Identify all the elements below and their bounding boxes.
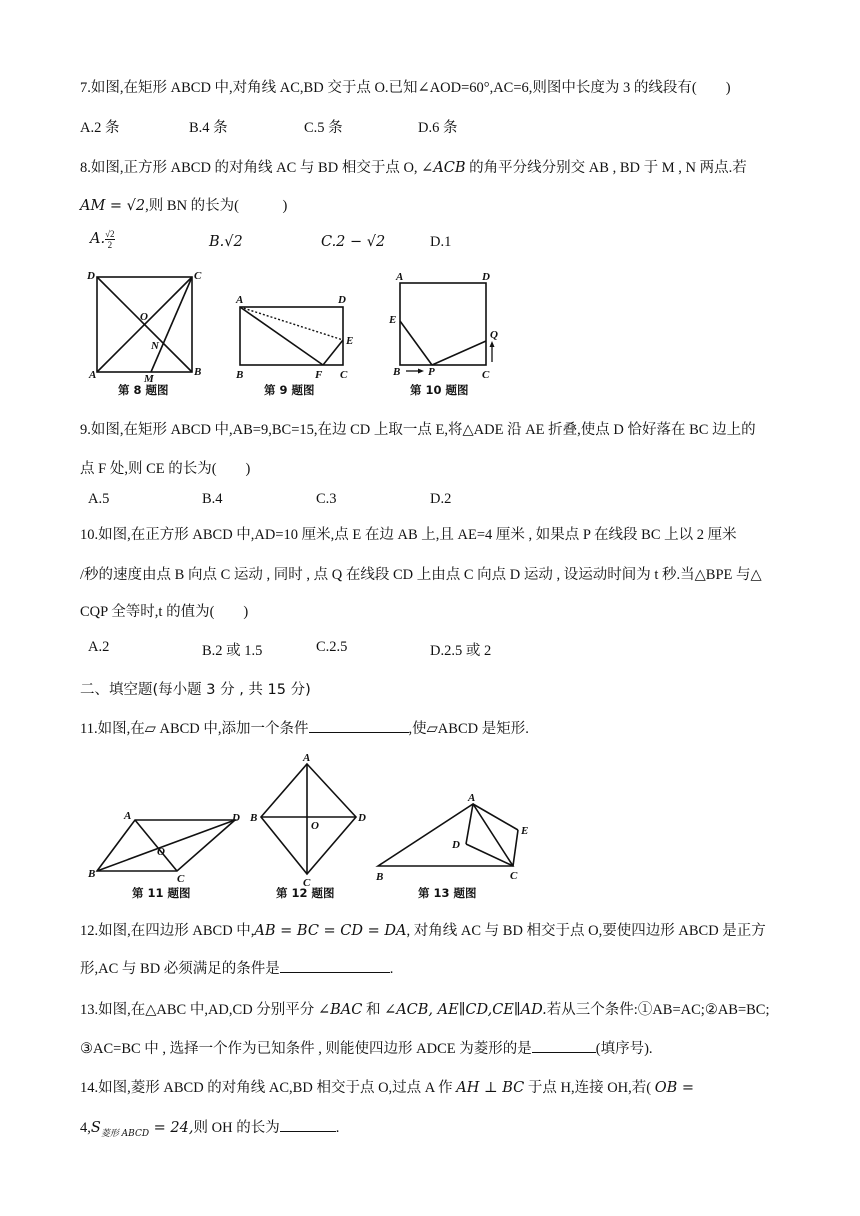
fig12-label-d: D (358, 812, 366, 824)
figure-10 (400, 283, 492, 371)
fig10-caption: 第 10 题图 (410, 383, 469, 397)
figure-12 (261, 764, 356, 874)
q14-text-4: 则 OH 的长为 (193, 1120, 280, 1136)
fig8-label-m: M (144, 373, 154, 385)
figures-row-2-svg (80, 748, 540, 908)
q12-line2 (80, 957, 393, 978)
fig10-label-q: Q (490, 329, 498, 341)
fig11-label-a: A (124, 810, 132, 822)
q11-stem (80, 717, 529, 738)
q10-option-b: B.2 或 1.5 (202, 643, 263, 659)
fig9-rectangle (240, 307, 343, 365)
fig10-label-a: A (396, 271, 404, 283)
q8-text-3: ,则 BN 的长为( ) (145, 198, 288, 214)
q9-option-a: A.5 (88, 491, 110, 507)
q10-line1: 10.如图,在正方形 ABCD 中,AD=10 厘米,点 E 在边 AB 上,且 AE=4 厘米 , 如果点 P 在线段 BC 上以 2 厘米 (80, 527, 737, 543)
q8-option-d: D.1 (430, 234, 452, 250)
q12-text-3: 形,AC 与 BD 必须满足的条件是 (80, 961, 280, 977)
q13-answer-blank[interactable] (532, 1038, 596, 1053)
figure-11 (97, 820, 235, 871)
q8-text-2: 的角平分线分别交 AB , BD 于 M , N 两点.若 (469, 160, 747, 176)
q14-area-subscript: 菱形 ABCD (100, 1128, 150, 1139)
q8-option-a-prefix: A. (90, 230, 106, 247)
q13-text-5: (填序号). (595, 1041, 653, 1057)
q12-text-4: . (389, 961, 394, 977)
fig9-label-f: F (315, 369, 323, 381)
fig10-label-e: E (389, 314, 397, 326)
q13-text-2: 和 (365, 1002, 381, 1018)
fig8-caption: 第 8 题图 (118, 383, 169, 397)
fig13-line-ad (466, 804, 473, 844)
fig8-label-n: N (151, 340, 159, 352)
fig8-label-d: D (87, 270, 95, 282)
fig9-line-af (240, 307, 323, 365)
q14-perpendicular: AH ⊥ BC (456, 1080, 525, 1096)
q8-frac-den: 2 (107, 240, 113, 250)
q13-text-1: 13.如图,在△ABC 中,AD,CD 分别平分 (80, 1002, 315, 1018)
q7-option-d: D.6 条 (418, 120, 458, 136)
q8-option-a-fraction (105, 229, 114, 250)
q12-text-2: , 对角线 AC 与 BD 相交于点 O,要使四边形 ABCD 是正方 (406, 923, 766, 939)
fig10-label-c: C (482, 369, 490, 381)
fig11-label-o: O (157, 846, 165, 858)
fig13-caption: 第 13 题图 (418, 886, 477, 900)
q11-answer-blank[interactable] (309, 718, 409, 733)
fig13-label-a: A (468, 792, 476, 804)
q7-option-b: B.4 条 (189, 120, 228, 136)
q14-answer-blank[interactable] (280, 1117, 336, 1132)
q8-text-1: 8.如图,正方形 ABCD 的对角线 AC 与 BD 相交于点 O, (80, 160, 418, 176)
fig13-label-d: D (452, 839, 460, 851)
fig11-label-b: B (88, 868, 96, 880)
q8-frac-num: √2 (105, 229, 115, 239)
q8-stem-line1 (80, 156, 747, 177)
q14-area-symbol: S (90, 1120, 101, 1136)
fig9-line-fe (323, 340, 343, 365)
fig12-caption: 第 12 题图 (276, 886, 335, 900)
q14-text-1: 14.如图,菱形 ABCD 的对角线 AC,BD 相交于点 O,过点 A 作 (80, 1080, 453, 1096)
q9-option-c: C.3 (316, 491, 337, 507)
q14-ob-math: OB = (654, 1080, 695, 1096)
q9-option-b: B.4 (202, 491, 223, 507)
fig11-label-c: C (177, 873, 185, 885)
fig12-rhombus (261, 764, 356, 874)
q13-line2 (80, 1037, 653, 1058)
q8-angle: ∠ACB (421, 160, 466, 176)
fig10-line-pq (432, 341, 486, 365)
q14-line2 (80, 1116, 339, 1139)
q14-area-value: = 24, (149, 1120, 194, 1136)
q13-conditions-math: ∠ACB, AE∥CD,CE∥AD. (384, 1002, 547, 1018)
q13-text-3: 若从三个条件:①AB=AC;②AB=BC; (546, 1002, 770, 1018)
fig8-label-o: O (140, 311, 148, 323)
fig9-label-e: E (346, 335, 354, 347)
fig10-arrowhead-q (490, 341, 495, 347)
fig8-label-a: A (89, 369, 97, 381)
fig13-label-b: B (376, 871, 384, 883)
fig9-line-ae-dashed (240, 307, 343, 340)
section-2-title: 二、填空题(每小题 3 分 , 共 15 分) (80, 682, 311, 698)
fig12-label-o: O (311, 820, 319, 832)
figure-9 (240, 307, 343, 365)
fig11-caption: 第 11 题图 (132, 886, 191, 900)
q8-am-value: AM = √2 (80, 198, 146, 214)
q10-option-a: A.2 (88, 639, 110, 655)
fig9-label-c: C (340, 369, 348, 381)
q9-line1: 9.如图,在矩形 ABCD 中,AB=9,BC=15,在边 CD 上取一点 E,将△ADE 沿 AE 折叠,使点 D 恰好落在 BC 边上的 (80, 422, 756, 438)
q8-stem-line2 (80, 194, 287, 215)
q10-line2: /秒的速度由点 B 向点 C 运动 , 同时 , 点 Q 在线段 CD 上由点 C 向点 D 运动 , 设运动时间为 t 秒.当△BPE 与△ (80, 567, 762, 583)
fig9-caption: 第 9 题图 (264, 383, 315, 397)
fig11-diagonal-bd (97, 820, 235, 871)
fig10-square (400, 283, 486, 365)
fig9-label-d: D (338, 294, 346, 306)
q8-option-b: B.√2 (209, 234, 243, 250)
figure-13 (378, 804, 518, 866)
q12-line1 (80, 919, 766, 940)
fig13-line-ae (473, 804, 518, 830)
q7-option-a: A.2 条 (80, 120, 120, 136)
fig8-label-b: B (194, 366, 202, 378)
fig8-label-c: C (194, 270, 202, 282)
q12-equal-sides: AB = BC = CD = DA (254, 923, 407, 939)
q10-option-d: D.2.5 或 2 (430, 643, 492, 659)
q11-text-2: ,使▱ABCD 是矩形. (408, 721, 529, 737)
fig10-label-p: P (428, 366, 435, 378)
q13-angle-bac: ∠BAC (317, 1002, 363, 1018)
fig12-label-a: A (303, 752, 311, 764)
q13-text-4: ③AC=BC 中 , 选择一个作为已知条件 , 则能使四边形 ADCE 为菱形的是 (80, 1041, 532, 1057)
q9-line2: 点 F 处,则 CE 的长为( ) (80, 461, 251, 477)
q11-text-1: 11.如图,在▱ ABCD 中,添加一个条件 (80, 721, 309, 737)
fig12-label-c: C (303, 877, 311, 889)
fig10-arrowhead-p (418, 369, 424, 374)
q10-line3: CQP 全等时,t 的值为( ) (80, 604, 249, 620)
fig8-bisector (151, 277, 192, 372)
figure-8 (97, 277, 192, 372)
q14-text-2: 于点 H,连接 OH,若( (527, 1080, 652, 1096)
q8-option-a (90, 229, 115, 250)
fig13-label-e: E (521, 825, 529, 837)
fig11-label-d: D (232, 812, 240, 824)
fig13-label-c: C (510, 870, 518, 882)
fig12-label-b: B (250, 812, 258, 824)
figures-row-1 (80, 265, 500, 405)
fig11-diagonal-ac (135, 820, 177, 871)
q14-text-5: . (335, 1120, 340, 1136)
q12-answer-blank[interactable] (280, 958, 390, 973)
fig13-line-ec (513, 830, 518, 866)
q7-option-c: C.5 条 (304, 120, 343, 136)
q13-line1 (80, 998, 770, 1019)
q14-text-3: 4, (80, 1120, 91, 1136)
figures-row-2 (80, 748, 540, 908)
q7-stem: 7.如图,在矩形 ABCD 中,对角线 AC,BD 交于点 O.已知∠AOD=60°,AC=6,则图中长度为 3 的线段有( ) (80, 80, 731, 96)
fig9-label-a: A (236, 294, 244, 306)
q9-option-d: D.2 (430, 491, 452, 507)
q14-line1 (80, 1076, 694, 1097)
q12-text-1: 12.如图,在四边形 ABCD 中, (80, 923, 255, 939)
fig9-label-b: B (236, 369, 244, 381)
q10-option-c: C.2.5 (316, 639, 348, 655)
fig10-label-d: D (482, 271, 490, 283)
fig10-label-b: B (393, 366, 401, 378)
fig10-line-ep (400, 321, 432, 365)
q8-option-c: C.2 − √2 (321, 234, 386, 250)
